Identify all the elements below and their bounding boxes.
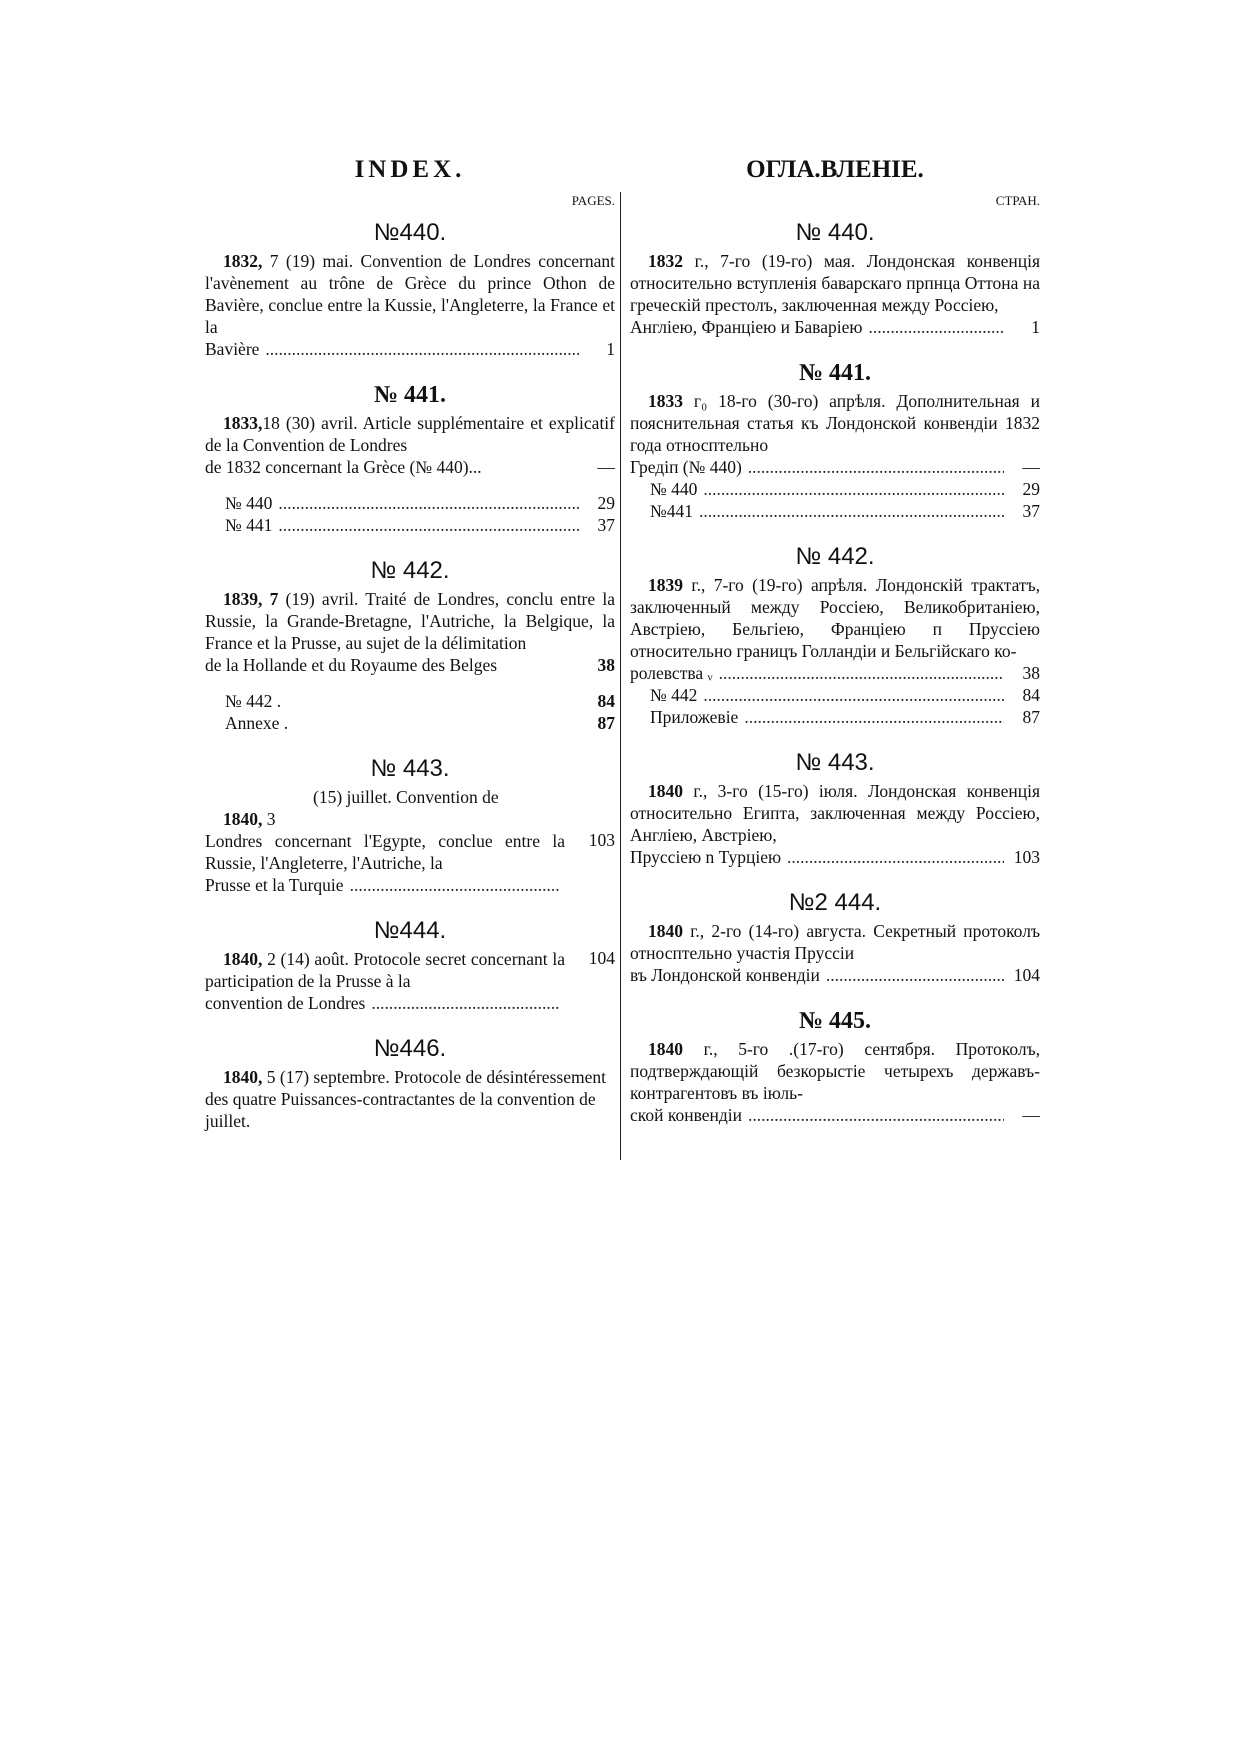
index-heading: INDEX. [354, 156, 466, 183]
ru-entry-number-442: № 442. [795, 543, 875, 570]
entry-number-446: №446. [373, 1035, 447, 1062]
ru-entry-444-leader: въ Лондонской конвендіи ..... 104 [630, 964, 1040, 986]
ru-entry-442-text: 1839 г., 7-го (19-го) апрѣля. Лондонскій трактатъ, заключенный между Россіею, Великобританіею, Австріею, Бельгіею, Франціею п Пруссіею относительно границъ Голландіи и Бельгійскаго ко- [630, 575, 1040, 661]
ru-entry-440-leader: Англіею, Франціею и Баваріею ..... 1 [630, 316, 1040, 338]
entry-number-443: № 443. [370, 755, 450, 782]
entry-440-text: 1832, 7 (19) mai. Convention de Londres concernant l'avènement au trône de Grèce du prince Othon de Bavière, conclue entre la Kussie, l'Angleterre, la France et la [205, 251, 615, 337]
entry-443-date: 1840, 3 [223, 809, 276, 829]
entry-441-leader: de 1832 concernant la Grèce (№ 440)... — [205, 457, 615, 477]
entry-number-442: № 442. [370, 557, 450, 584]
entry-442-sub-442: № 442 . 84 [225, 691, 615, 711]
ru-entry-441-sub-441: №441 ..... 37 [630, 500, 1040, 522]
ru-entry-number-445: № 445. [798, 1008, 872, 1034]
entry-441-text: 1833,18 (30) avril. Article supplémentaire et explicatif de la Convention de Londres [205, 413, 615, 455]
entry-444-page: 104 [588, 948, 615, 968]
ru-entry-442-leader: ролевства ᵥ ..... 38 [630, 662, 1040, 684]
french-index-column [205, 150, 615, 1132]
ru-entry-441-leader: Гредіп (№ 440) ..... — [630, 456, 1040, 478]
russian-index-column [630, 150, 1040, 1126]
entry-443-page: 103 [588, 830, 615, 850]
ru-entry-443-leader: Пруссіею n Турціею ..... 103 [630, 846, 1040, 868]
ru-entry-442-sub-annex: Приложевіе ..... 87 [630, 706, 1040, 728]
ru-entry-number-444: №2 444. [788, 889, 882, 916]
entry-number-440: №440. [373, 219, 447, 246]
entry-440-leader: Bavière ..... 1 [205, 338, 615, 360]
ru-entry-441-text: 1833 г₀ 18-го (30-го) апрѣля. Дополнительная и пояснительная статья къ Лондонской конвендіи 1832 года относптельно [630, 391, 1040, 455]
entry-443-body: Londres concernant l'Egypte, conclue entre la Russie, l'Angleterre, l'Autriche, la Prusse et la Turquie ..... 103 [205, 830, 615, 896]
entry-444-body: 1840, 2 (14) août. Protocole secret concernant la participation de la Prusse à la convention de Londres ..... 104 [205, 948, 615, 1014]
entry-442-sub-annexe: Annexe . 87 [225, 713, 615, 733]
ru-entry-442-sub-442: № 442 ..... 84 [630, 684, 1040, 706]
pages-label: PAGES. [571, 193, 615, 208]
entry-442-text: 1839, 7 (19) avril. Traité de Londres, conclu entre la Russie, la Grande-Bretagne, l'Autriche, la Belgique, la France et la Prusse, au sujet de la délimitation [205, 589, 615, 653]
entry-441-sub-441: № 441 ..... 37 [205, 514, 615, 536]
entry-446-text: 1840, 5 (17) septembre. Protocole de désintéressement des quatre Puissances-contractantes de la convention de juillet. [205, 1067, 606, 1131]
ru-entry-440-text: 1832 г., 7-го (19-го) мая. Лондонская конвенція относительно вступленія баварскаго прпнца Оттона на греческій престолъ, заключенная между Россіею, [630, 251, 1040, 315]
ru-entry-445-text: 1840 г., 5-го .(17-го) сентября. Протоколъ, подтверждающій безкорыстіе четырехъ державъ-контрагентовъ въ іюль- [630, 1039, 1040, 1103]
ru-entry-number-443: № 443. [795, 749, 875, 776]
ru-entry-444-text: 1840 г., 2-го (14-го) августа. Секретный протоколъ относптельно участія Пруссіи [630, 921, 1040, 963]
entry-441-sub-440: № 440 ..... 29 [205, 492, 615, 514]
ru-entry-445-leader: ской конвендіи ..... — [630, 1104, 1040, 1126]
entry-442-leader: de la Hollande et du Royaume des Belges 38 [205, 655, 615, 675]
entry-number-444: №444. [373, 917, 447, 944]
ru-entry-number-440: № 440. [795, 219, 875, 246]
ru-entry-number-441: № 441. [798, 360, 872, 386]
oglavlenie-heading: ОГЛА.ВЛЕНІЕ. [746, 156, 924, 183]
ru-entry-443-text: 1840 г., 3-го (15-го) іюля. Лондонская конвенція относительно Египта, заключенная между Россіею, Англіею, Австріею, [630, 781, 1040, 845]
column-divider [620, 192, 621, 1160]
stran-label: СТРАН. [995, 193, 1040, 208]
entry-443-line1: (15) juillet. Convention de [313, 787, 499, 807]
entry-number-441: № 441. [373, 382, 447, 408]
ru-entry-441-sub-440: № 440 ..... 29 [630, 478, 1040, 500]
